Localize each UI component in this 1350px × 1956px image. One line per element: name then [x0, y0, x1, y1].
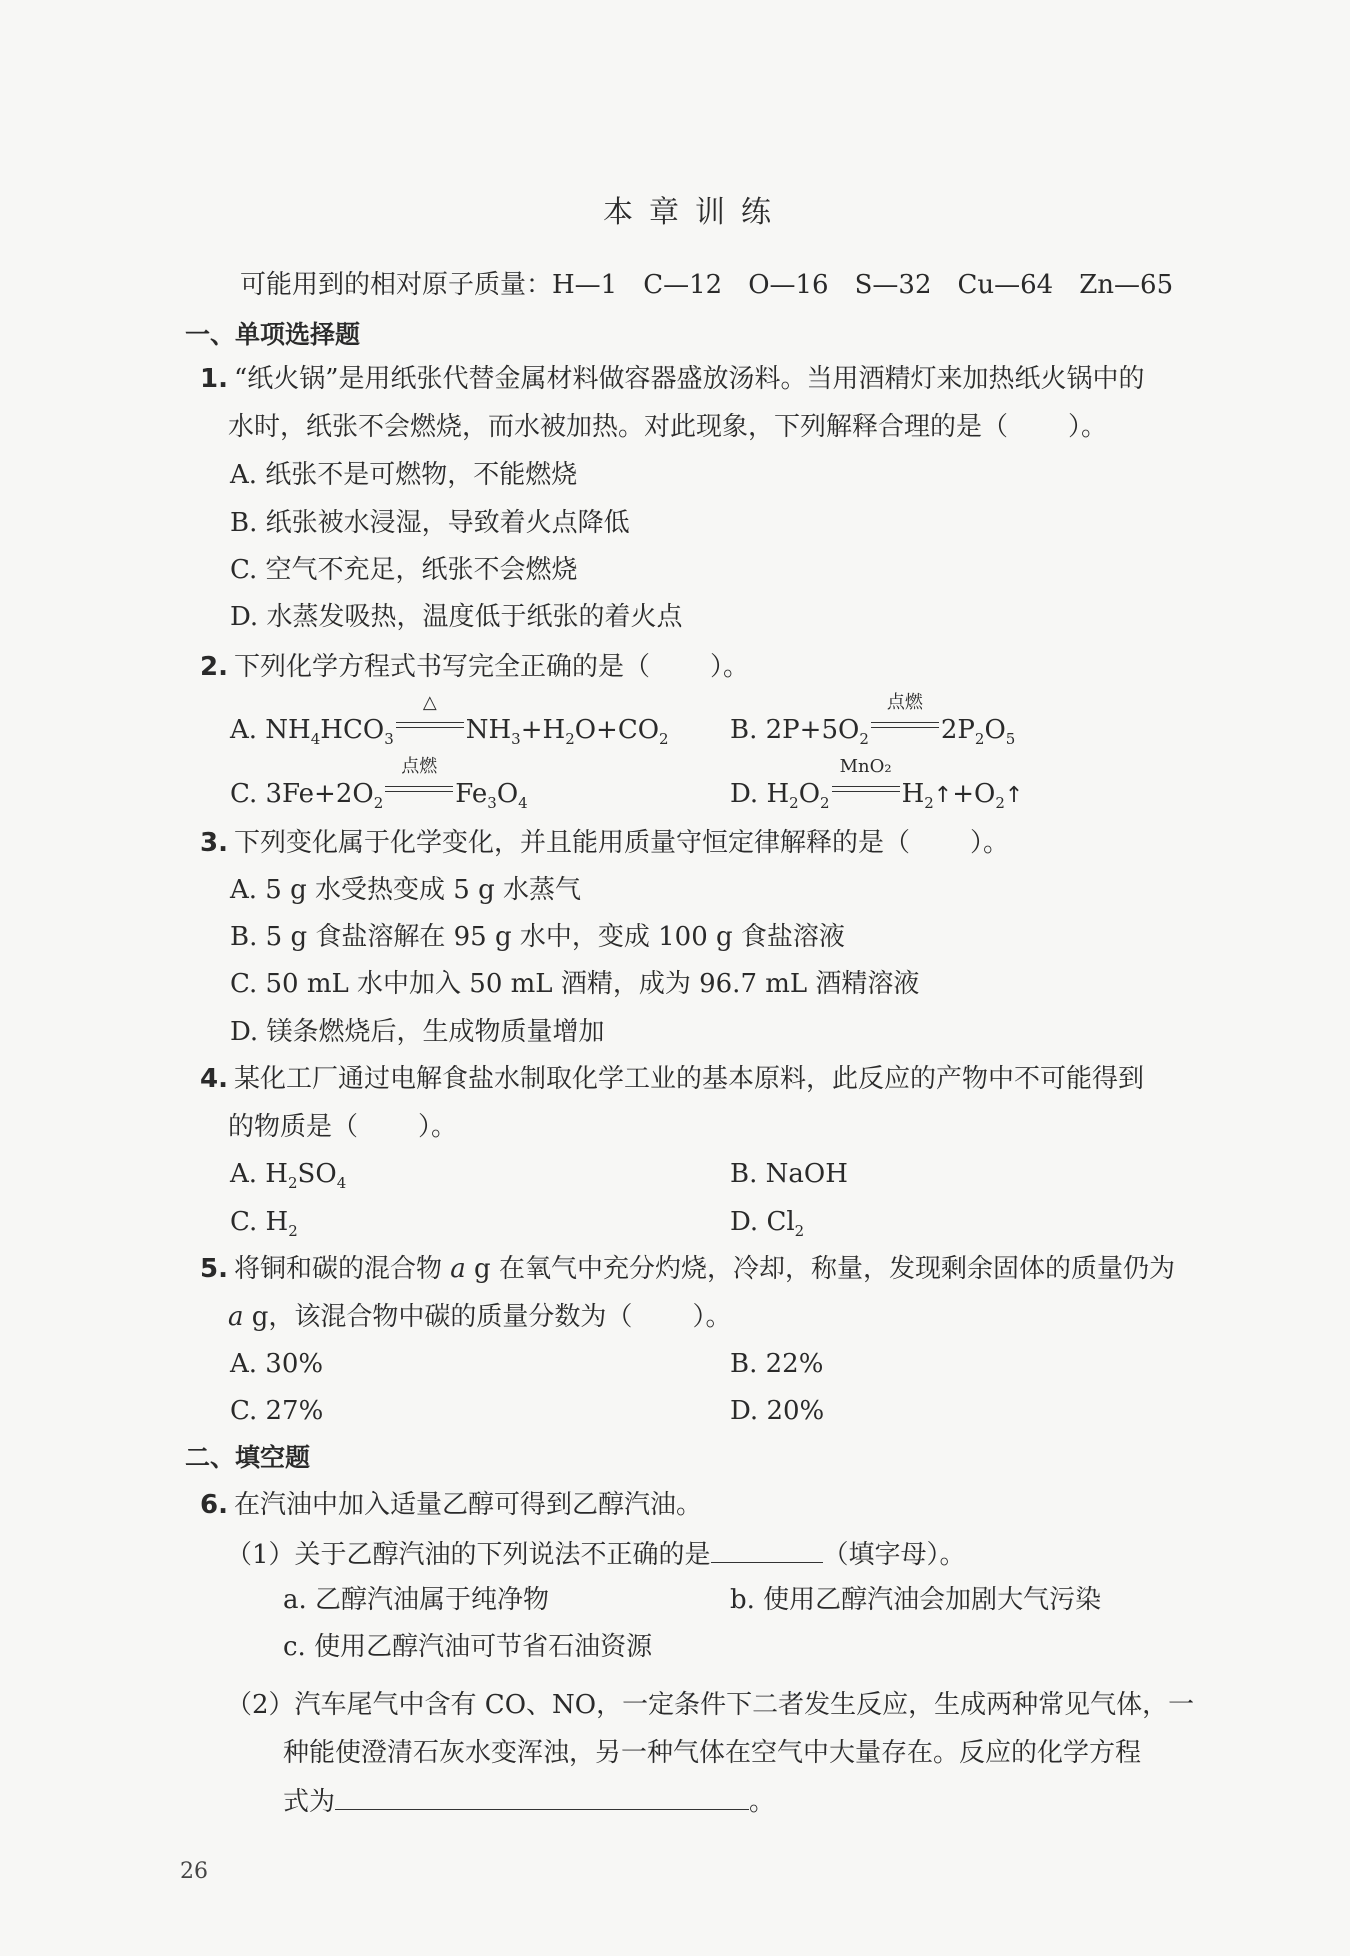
- option-d: D. 镁条燃烧后，生成物质量增加: [230, 1017, 605, 1047]
- catalyst-text: MnO₂: [839, 756, 892, 777]
- question-text: 下列化学方程式书写完全正确的是（: [233, 652, 650, 682]
- question-5-line-2: [228, 1300, 731, 1334]
- question-3-stem: [200, 826, 1009, 860]
- question-text: （1）关于乙醇汽油的下列说法不正确的是: [226, 1540, 711, 1570]
- option-label: A.: [230, 715, 258, 745]
- question-2-stem: [200, 650, 749, 684]
- question-6-part-2-line-2: 种能使澄清石灰水变浑浊，另一种气体在空气中大量存在。反应的化学方程: [283, 1738, 1142, 1768]
- option-label: D.: [730, 1207, 759, 1237]
- option-a-equation: A. $NH_4HCO_3$ △ $NH_3+H_2O+CO_2$: [230, 692, 669, 749]
- question-text: 将铜和碳的混合物: [233, 1254, 442, 1284]
- question-number: 2.: [200, 652, 228, 682]
- page-title: 本章训练: [603, 195, 787, 230]
- option-b: B. NaOH: [730, 1159, 848, 1189]
- option-d: D. 水蒸发吸热，温度低于纸张的着火点: [230, 602, 683, 632]
- question-number: 3.: [200, 828, 228, 858]
- atomic-masses-note: 可能用到的相对原子质量：H—1 C—12 O—16 S—32 Cu—64 Zn—65: [240, 270, 1174, 300]
- question-number: 6.: [200, 1490, 228, 1520]
- answer-blank-line: [335, 1783, 749, 1810]
- option-a: A. 5 g 水受热变成 5 g 水蒸气: [230, 875, 582, 905]
- question-6-stem: [200, 1488, 702, 1522]
- question-text: 在汽油中加入适量乙醇可得到乙醇汽油。: [233, 1490, 702, 1520]
- option-c: C. 空气不充足，纸张不会燃烧: [230, 555, 578, 585]
- question-number: 1.: [200, 364, 228, 394]
- question-5-line-1: [200, 1252, 1175, 1286]
- question-text: 的物质是（: [228, 1112, 359, 1142]
- option-d: D. 20%: [730, 1396, 825, 1426]
- question-text: “纸火锅”是用纸张代替金属材料做容器盛放汤料。当用酒精灯来加热纸火锅中的: [233, 364, 1145, 394]
- question-text: 某化工厂通过电解食盐水制取化学工业的基本原料，此反应的产物中不可能得到: [233, 1064, 1144, 1094]
- option-c: C. 27%: [230, 1396, 324, 1426]
- question-6-part-1: [226, 1536, 966, 1572]
- gas-arrow-icon: ↑: [1004, 783, 1024, 808]
- option-d: D. $Cl_2$: [730, 1207, 805, 1241]
- question-text: 下列变化属于化学变化，并且能用质量守恒定律解释的是（: [233, 828, 910, 858]
- question-text: 。: [749, 1787, 776, 1817]
- reaction-condition: [394, 692, 466, 742]
- question-text: ）。: [709, 652, 749, 682]
- question-text: ）。: [692, 1302, 732, 1332]
- option-c: C. 50 mL 水中加入 50 mL 酒精，成为 96.7 mL 酒精溶液: [230, 969, 920, 999]
- question-6-part-2-line-3: [283, 1783, 775, 1819]
- condition-text: 点燃: [401, 756, 438, 777]
- page-number: 26: [180, 1859, 208, 1884]
- option-a: A. 纸张不是可燃物，不能燃烧: [230, 460, 578, 490]
- option-label: C.: [230, 1207, 258, 1237]
- option-b: B. 5 g 食盐溶解在 95 g 水中，变成 100 g 食盐溶液: [230, 922, 845, 952]
- variable-a: a: [228, 1302, 244, 1332]
- option-a: A. $H_2SO_4$: [230, 1159, 347, 1193]
- choice-b: b. 使用乙醇汽油会加剧大气污染: [730, 1585, 1102, 1615]
- condition-text: 点燃: [886, 692, 923, 713]
- reaction-condition: [383, 756, 455, 806]
- heat-symbol: △: [422, 692, 437, 713]
- option-a: A. 30%: [230, 1349, 324, 1379]
- choice-c: c. 使用乙醇汽油可节省石油资源: [283, 1632, 653, 1662]
- option-label: C.: [230, 779, 258, 809]
- option-label: D.: [730, 779, 759, 809]
- question-text: 式为: [283, 1787, 336, 1817]
- question-6-part-2-line-1: （2）汽车尾气中含有 CO、NO，一定条件下二者发生反应，生成两种常见气体，一: [226, 1690, 1195, 1720]
- question-4-line-1: [200, 1062, 1144, 1096]
- question-text: ）。: [1068, 412, 1108, 442]
- gas-arrow-icon: ↑: [933, 783, 953, 808]
- choice-a: a. 乙醇汽油属于纯净物: [283, 1585, 550, 1615]
- answer-blank-line: [711, 1536, 823, 1563]
- variable-a: a: [450, 1254, 466, 1284]
- option-b-equation: B. $2P+5O_2$ 点燃 $2P_2O_5$: [730, 692, 1016, 749]
- question-4-line-2: [228, 1110, 457, 1144]
- question-1-line-1: [200, 362, 1145, 396]
- option-label: B.: [730, 715, 758, 745]
- option-c: C. $H_2$: [230, 1207, 298, 1241]
- option-d-equation: D. $H_2O_2$ MnO₂ $H_2↑+O_2↑$: [730, 756, 1024, 813]
- question-text: ）。: [969, 828, 1009, 858]
- question-number: 4.: [200, 1064, 228, 1094]
- question-text: 水时，纸张不会燃烧，而水被加热。对此现象，下列解释合理的是（: [228, 412, 1009, 442]
- option-label: A.: [230, 1159, 258, 1189]
- question-text: （填字母）。: [822, 1540, 966, 1570]
- question-text: ）。: [418, 1112, 458, 1142]
- reaction-condition: [869, 692, 941, 742]
- question-text: g，该混合物中碳的质量分数为（: [251, 1302, 633, 1332]
- question-number: 5.: [200, 1254, 228, 1284]
- option-c-equation: C. $3Fe+2O_2$ 点燃 $Fe_3O_4$: [230, 756, 528, 813]
- reaction-condition: [830, 756, 902, 806]
- question-text: g 在氧气中充分灼烧，冷却，称量，发现剩余固体的质量仍为: [474, 1254, 1175, 1284]
- option-b: B. 纸张被水浸湿，导致着火点降低: [230, 508, 630, 538]
- section-heading-single-choice: 一、单项选择题: [185, 320, 361, 349]
- option-b: B. 22%: [730, 1349, 824, 1379]
- section-heading-fill-in: 二、填空题: [185, 1443, 311, 1472]
- question-1-line-2: [228, 410, 1107, 444]
